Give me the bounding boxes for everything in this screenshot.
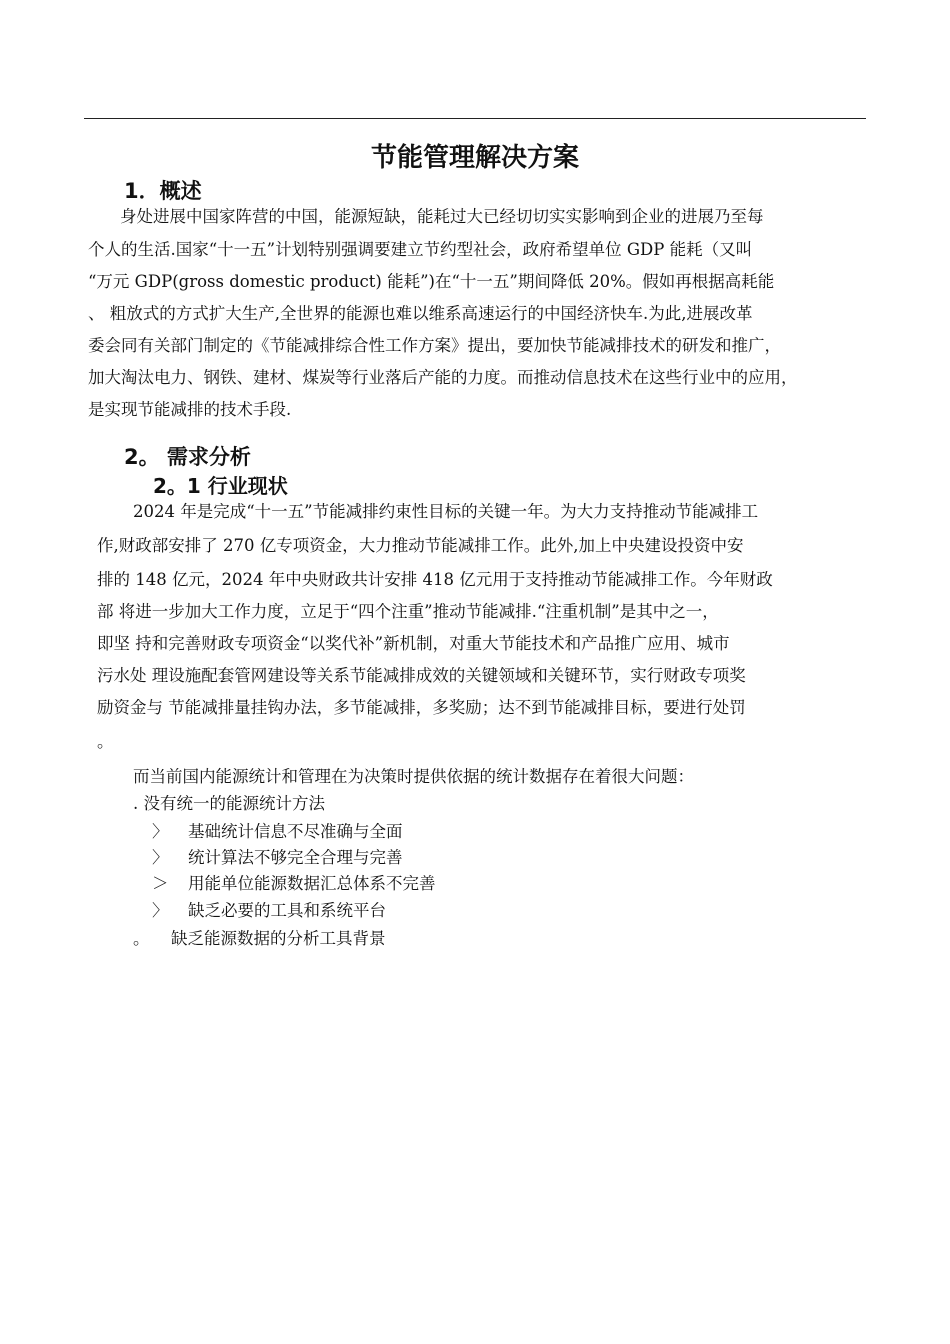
problem-item	[133, 925, 386, 949]
section-1-line: 身处进展中国家阵营的中国，能源短缺，能耗过大已经切切实实影响到企业的进展乃至每	[120, 207, 764, 226]
problem-sub-item-text: 基础统计信息不尽准确与全面	[188, 822, 403, 841]
greater-than-icon: ＞	[152, 874, 169, 893]
section-2-line: 。	[97, 732, 114, 751]
problem-sub-item-text: 统计算法不够完全合理与完善	[188, 848, 403, 867]
section-1-heading: 1．概述	[124, 179, 202, 203]
section-2-line: 污水处 理设施配套管网建设等关系节能减排成效的关键领域和关键环节，实行财政专项奖	[97, 666, 746, 685]
section-1-line: 是实现节能减排的技术手段.	[88, 400, 292, 419]
section-2-line: 排的 148 亿元，2024 年中央财政共计安排 418 亿元用于支持推动节能减排工作。今年财政	[97, 570, 773, 589]
section-1-line: 加大淘汰电力、钢铁、建材、煤炭等行业落后产能的力度。而推动信息技术在这些行业中的应用，	[88, 368, 798, 387]
chevron-right-icon: 〉	[152, 822, 169, 841]
problem-sub-item	[152, 818, 403, 842]
header-rule	[84, 118, 866, 119]
bullet-mark: 。	[133, 929, 150, 948]
section-1-line: 、 粗放式的方式扩大生产,全世界的能源也难以维系高速运行的中国经济快车.为此,进展改革	[88, 304, 753, 323]
problem-item: . 没有统一的能源统计方法	[133, 794, 325, 813]
section-2-1-heading: 2。1 行业现状	[153, 474, 288, 498]
problem-intro: 而当前国内能源统计和管理在为决策时提供依据的统计数据存在着很大问题：	[133, 767, 694, 786]
section-1-line: 委会同有关部门制定的《节能减排综合性工作方案》提出，要加快节能减排技术的研发和推广，	[88, 336, 781, 355]
problem-sub-item-text: 用能单位能源数据汇总体系不完善	[188, 874, 436, 893]
section-2-line: 2024 年是完成“十一五”节能减排约束性目标的关键一年。为大力支持推动节能减排工	[133, 502, 759, 521]
problem-sub-item	[152, 870, 436, 894]
section-1-line: 个人的生活.国家“十一五”计划特别强调要建立节约型社会，政府希望单位 GDP 能耗（又叫	[88, 240, 753, 259]
problem-sub-item-text: 缺乏必要的工具和系统平台	[188, 901, 386, 920]
section-2-line: 励资金与 节能减排量挂钩办法，多节能减排，多奖励；达不到节能减排目标，要进行处罚	[97, 698, 746, 717]
problem-sub-item	[152, 897, 386, 921]
chevron-right-icon: 〉	[152, 901, 169, 920]
problem-sub-item	[152, 844, 403, 868]
section-2-line: 作,财政部安排了 270 亿专项资金，大力推动节能减排工作。此外,加上中央建设投资中安	[97, 536, 744, 555]
section-2-line: 部 将进一步加大工作力度，立足于“四个注重”推动节能减排.“注重机制”是其中之一，	[97, 602, 719, 621]
section-1-line: “万元 GDP(gross domestic product) 能耗”)在“十一五”期间降低 20%。假如再根据高耗能	[88, 272, 775, 291]
problem-item-text: 缺乏能源数据的分析工具背景	[171, 929, 386, 948]
chevron-right-icon: 〉	[152, 848, 169, 867]
section-2-heading: 2。 需求分析	[124, 445, 251, 469]
document-title: 节能管理解决方案	[370, 143, 579, 173]
section-2-line: 即坚 持和完善财政专项资金“以奖代补”新机制，对重大节能技术和产品推广应用、城市	[97, 634, 730, 653]
